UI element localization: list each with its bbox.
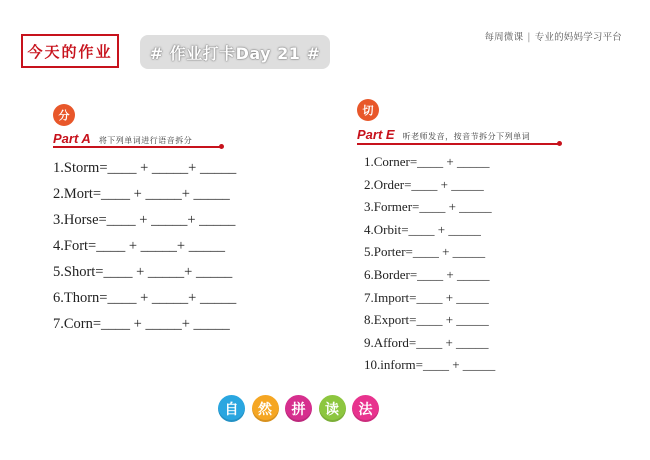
badge-zi: 自 — [218, 395, 245, 422]
list-item: 3.Former=____ + _____ — [364, 199, 492, 215]
list-item: 4.Orbit=____ + _____ — [364, 221, 481, 237]
part-a-list — [53, 157, 236, 339]
list-item: 6.Border=____ + _____ — [364, 266, 490, 282]
list-item: 2.Order=____ + _____ — [364, 176, 484, 192]
list-item: 8.Export=____ + _____ — [364, 312, 489, 328]
list-item: 3.Horse=____ + _____+ _____ — [53, 212, 236, 228]
part-a-heading — [53, 131, 192, 146]
badge-fa: 法 — [352, 395, 379, 422]
part-e-instruction: 听老师发音，按音节拆分下列单词 — [402, 132, 531, 141]
today-homework-label: 今天的作业 — [21, 34, 119, 68]
list-item: 4.Fort=____ + _____+ _____ — [53, 238, 225, 254]
part-e-circle-badge: 切 — [357, 99, 379, 121]
checkin-banner: # 作业打卡Day 21 # — [140, 35, 330, 69]
list-item: 7.Import=____ + _____ — [364, 289, 489, 305]
list-item: 5.Porter=____ + _____ — [364, 244, 486, 260]
brand-header — [484, 29, 622, 43]
part-e-underline — [357, 143, 559, 145]
part-a-underline — [53, 146, 221, 148]
part-a-circle-badge: 分 — [53, 104, 75, 126]
list-item: 6.Thorn=____ + _____+ _____ — [53, 290, 237, 306]
list-item: 10.inform=____ + _____ — [364, 357, 496, 373]
natural-phonics-badges — [218, 395, 379, 422]
part-a-title: Part A — [53, 131, 91, 146]
part-a-instruction: 将下列单词进行语音拆分 — [98, 136, 193, 145]
list-item: 7.Corn=____ + _____+ _____ — [53, 316, 230, 332]
brand-separator: | — [527, 32, 531, 43]
list-item: 9.Afford=____ + _____ — [364, 334, 489, 350]
badge-du: 读 — [319, 395, 346, 422]
badge-ran: 然 — [252, 395, 279, 422]
brand-name: 每周微课 — [484, 32, 524, 43]
list-item: 5.Short=____ + _____+ _____ — [53, 264, 233, 280]
part-e-title: Part E — [357, 127, 395, 142]
list-item: 1.Storm=____ + _____+ _____ — [53, 160, 237, 176]
brand-slogan: 专业的妈妈学习平台 — [534, 32, 622, 43]
list-item: 1.Corner=____ + _____ — [364, 154, 490, 169]
list-item: 2.Mort=____ + _____+ _____ — [53, 186, 230, 202]
part-e-list — [364, 152, 495, 378]
part-e-heading — [357, 127, 530, 142]
badge-pin: 拼 — [285, 395, 312, 422]
